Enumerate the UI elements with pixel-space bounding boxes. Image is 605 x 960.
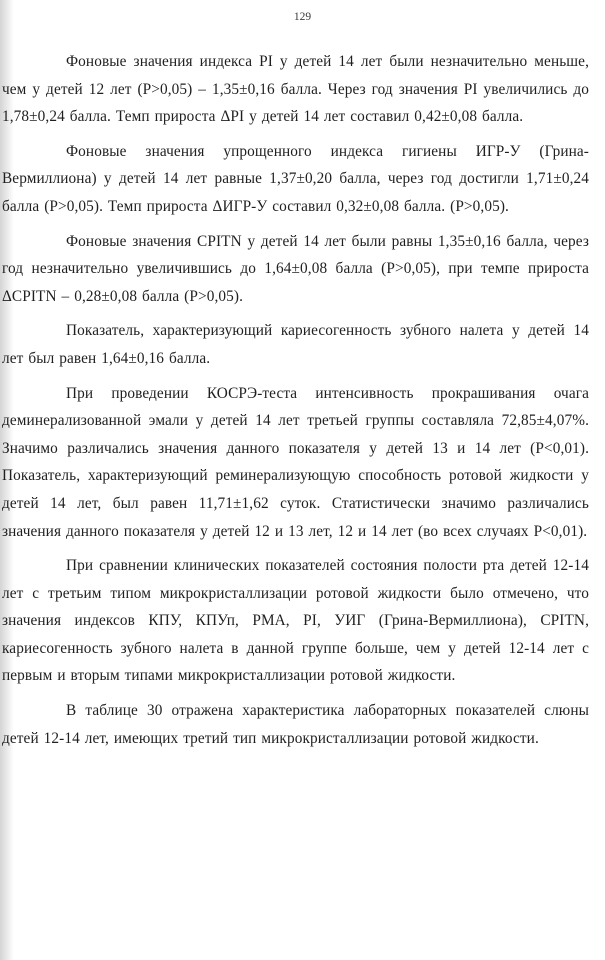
paragraph-hygiene-index: Фоновые значения упрощенного индекса гигиены ИГР-У (Грина-Вермиллиона) у детей 14 лет равные 1,37±0,20 балла, через год достигли 1,71±0,24 балла (P>0,05). Темп прироста ΔИГР-У составил 0,32±0,08 балла. (P>0,05). bbox=[2, 142, 589, 215]
paragraph-pi-index: Фоновые значения индекса PI у детей 14 лет были незначительно меньше, чем у детей 12 лет (P>0,05) – 1,35±0,16 балла. Через год значения PI увеличились до 1,78±0,24 балла. Темп прироста ΔPI у детей 14 лет составил 0,42±0,08 балла. bbox=[2, 53, 589, 126]
paragraph-plaque-cariogenicity: Показатель, характеризующий кариесогенность зубного налета у детей 14 лет был равен 1,64±0,16 балла. bbox=[2, 322, 589, 367]
paragraph-cpitn: Фоновые значения CPITN у детей 14 лет были равны 1,35±0,16 балла, через год незначительно увеличившись до 1,64±0,08 балла (P>0,05), при темпе прироста ΔCPITN – 0,28±0,08 балла (P>0,05). bbox=[2, 232, 589, 305]
paragraph-kosre-test: При проведении КОСРЭ-теста интенсивность прокрашивания очага деминерализованной эмали у детей 14 лет третьей группы составляла 72,85±4,07%. Значимо различались значения данного показателя у детей 13 и 14 лет (P<0,01). Показатель, характеризующий реминерализующую способность ротовой жидкости у детей 14 лет, был равен 11,71±1,62 суток. Статистически значимо различались значения данного показателя у детей 12 и 13 лет, 12 и 14 лет (во всех случаях P<0,01). bbox=[2, 384, 589, 540]
paragraph-clinical-comparison: При сравнении клинических показателей состояния полости рта детей 12-14 лет с третьим типом микрокристаллизации ротовой жидкости было отмечено, что значения индексов КПУ, КПУп, PMA, PI, УИГ (Грина-Вермиллиона), CPITN, кариесогенность зубного налета в данной группе больше, чем у детей 12-14 лет с первым и вторым типами микрокристаллизации ротовой жидкости. bbox=[2, 557, 589, 685]
page-number: 129 bbox=[293, 11, 312, 23]
document-body bbox=[2, 48, 589, 752]
paragraph-table-reference: В таблице 30 отражена характеристика лабораторных показателей слюны детей 12-14 лет, имеющих третий тип микрокристаллизации ротовой жидкости. bbox=[2, 702, 589, 747]
